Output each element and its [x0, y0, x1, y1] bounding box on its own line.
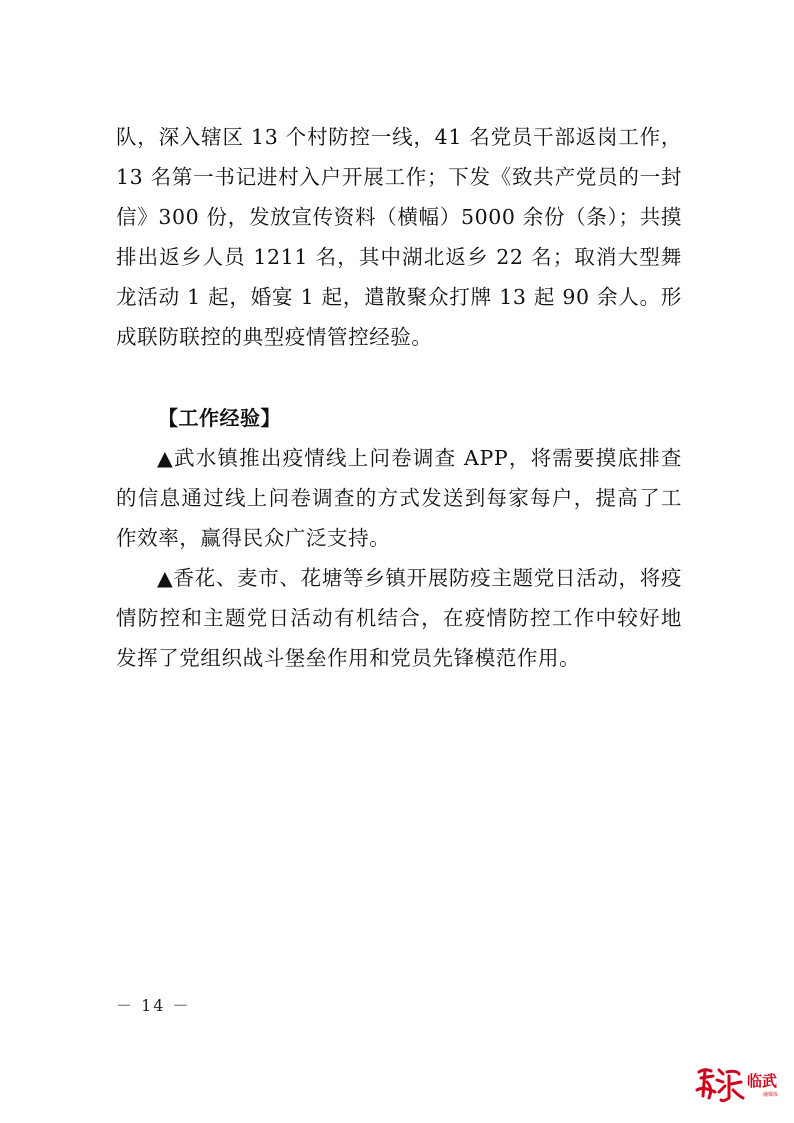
section-heading: 【工作经验】 [158, 406, 281, 430]
body-paragraph-2: ▲武水镇推出疫情线上问卷调查 APP，将需要摸底排查的信息通过线上问卷调查的方式发送到每家每户，提高了工作效率，赢得民众广泛支持。 [116, 446, 682, 550]
media-logo-watermark [693, 1062, 793, 1108]
watermark-text: 临武 [747, 1072, 778, 1090]
body-paragraph-1: 队，深入辖区 13 个村防控一线，41 名党员干部返岗工作，13 名第一书记进村入户开展工作；下发《致共产党员的一封信》300 份，发放宣传资料（横幅）5000 余份（条）；共摸排出返乡人员 1211 名，其中湖北返乡 22 名；取消大型舞龙活动 1 起，婚宴 1 起，遣散聚众打牌 13 起 90 余人。形成联防联控的典型疫情管控经验。 [116, 125, 682, 349]
watermark-sub-text: 融媒体 [763, 1092, 779, 1098]
page-number: － 14 － [116, 996, 191, 1015]
body-paragraph-3: ▲香花、麦市、花塘等乡镇开展防疫主题党日活动，将疫情防控和主题党日活动有机结合，在疫情防控工作中较好地发挥了党组织战斗堡垒作用和党员先锋模范作用。 [116, 566, 682, 670]
